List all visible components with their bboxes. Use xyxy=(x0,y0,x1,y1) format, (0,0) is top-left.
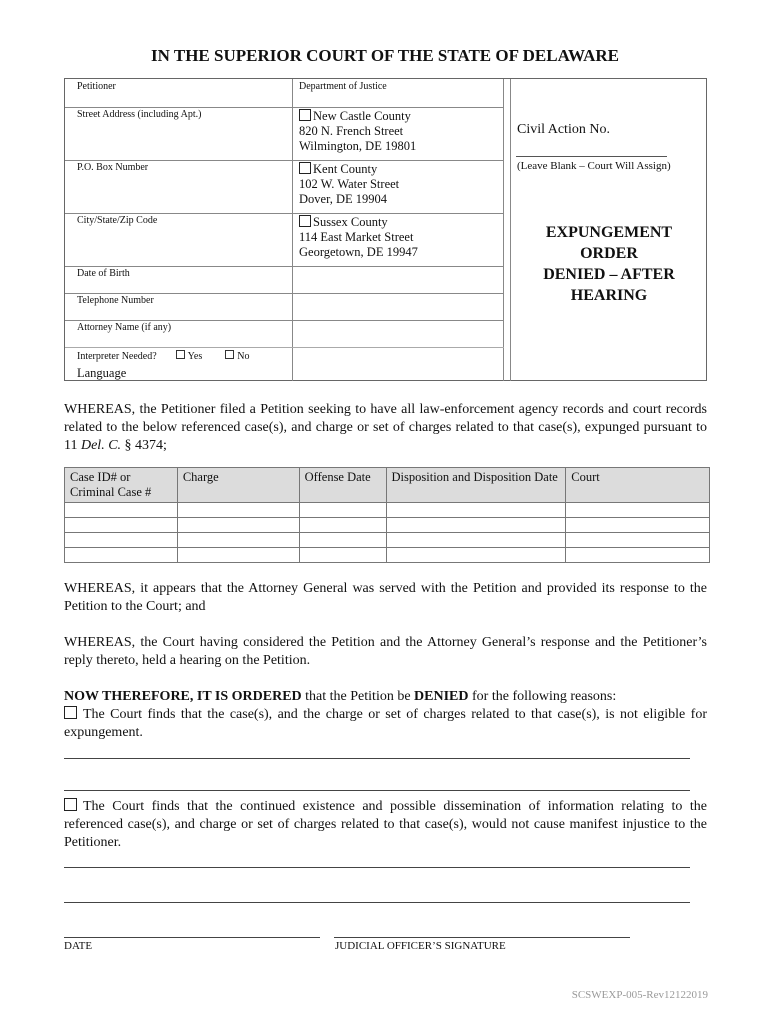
sussex-checkbox[interactable] xyxy=(299,215,311,227)
order-paragraph: NOW THEREFORE, IT IS ORDERED that the Petition be DENIED for the following reasons: The Court finds that the case(s), and the charge or set of charges related to that case(s), is not eligible for expungement. xyxy=(64,689,707,740)
disposition-header: Disposition and Disposition Date xyxy=(386,468,566,503)
interpreter-no-checkbox[interactable] xyxy=(225,350,234,359)
whereas-hearing-paragraph: WHEREAS, the Court having considered the Petition and the Attorney General’s response and the Petitioner’s reply thereto, held a hearing on the Petition. xyxy=(64,635,707,668)
language-label: Language xyxy=(77,366,127,380)
date-label: DATE xyxy=(64,940,93,952)
street-address-label: Street Address (including Apt.) xyxy=(77,109,202,120)
court-header: Court xyxy=(566,468,710,503)
leave-blank-note: (Leave Blank – Court Will Assign) xyxy=(517,160,671,172)
whereas-petition-paragraph: WHEREAS, the Petitioner filed a Petition seeking to have all law-enforcement agency records and court records related to the below referenced case(s), and charge or set of charges related to that case(s), expunged pursuant to 11 Del. C. § 4374; xyxy=(64,402,707,453)
offense-date-header: Offense Date xyxy=(299,468,386,503)
yes-label: Yes xyxy=(187,351,203,362)
table-row xyxy=(65,533,710,548)
attorney-name-label: Attorney Name (if any) xyxy=(77,322,172,333)
reason-no-injustice-text: The Court finds that the continued existence and possible dissemination of information relating to the referenced case(s), and charge or set of charges related to that case(s), would not cause manifest injustice to the Petitioner. xyxy=(64,799,707,850)
po-box-label: P.O. Box Number xyxy=(77,162,149,173)
kent-address: Kent County 102 W. Water Street Dover, DE 19904 xyxy=(299,162,400,206)
interpreter-yes-checkbox[interactable] xyxy=(176,350,185,359)
date-of-birth-label: Date of Birth xyxy=(77,268,130,279)
case-table-header xyxy=(65,468,710,503)
reason2-line-1[interactable] xyxy=(64,867,690,868)
new-castle-address: New Castle County 820 N. French Street Wilmington, DE 19801 xyxy=(299,109,417,153)
signature-line[interactable] xyxy=(334,937,630,938)
case-table xyxy=(64,467,710,563)
city-state-zip-label: City/State/Zip Code xyxy=(77,215,158,226)
reason-not-eligible-text: The Court finds that the case(s), and the charge or set of charges related to that case(s), is not eligible for expungement. xyxy=(64,707,707,740)
sussex-address: Sussex County 114 East Market Street Georgetown, DE 19947 xyxy=(299,215,418,259)
charge-header: Charge xyxy=(177,468,299,503)
reason-no-injustice xyxy=(64,798,707,852)
table-row xyxy=(65,548,710,563)
telephone-label: Telephone Number xyxy=(77,295,154,306)
reason1-line-2[interactable] xyxy=(64,790,690,791)
table-row xyxy=(65,503,710,518)
interpreter-row xyxy=(77,350,249,362)
department-label: Department of Justice xyxy=(299,81,387,92)
reason-not-eligible-checkbox[interactable] xyxy=(64,706,77,719)
civil-action-label: Civil Action No. xyxy=(517,122,610,137)
interpreter-label: Interpreter Needed? xyxy=(77,351,157,362)
date-line[interactable] xyxy=(64,937,320,938)
form-number: SCSWEXP-005-Rev12122019 xyxy=(571,989,708,1001)
order-title: EXPUNGEMENT ORDER DENIED – AFTER HEARING xyxy=(543,224,675,304)
judicial-signature-label: JUDICIAL OFFICER’S SIGNATURE xyxy=(335,940,506,952)
reason-no-injustice-checkbox[interactable] xyxy=(64,798,77,811)
new-castle-checkbox[interactable] xyxy=(299,109,311,121)
kent-checkbox[interactable] xyxy=(299,162,311,174)
whereas-attorney-general-paragraph: WHEREAS, it appears that the Attorney General was served with the Petition and provided its response to the Petition to the Court; and xyxy=(64,581,707,614)
civil-action-line xyxy=(516,156,667,157)
page-title: IN THE SUPERIOR COURT OF THE STATE OF DELAWARE xyxy=(151,46,619,65)
case-id-header: Case ID# or Criminal Case # xyxy=(65,468,178,503)
petitioner-label: Petitioner xyxy=(77,81,116,92)
reason2-line-2[interactable] xyxy=(64,902,690,903)
table-row xyxy=(65,518,710,533)
no-label: No xyxy=(237,351,250,362)
reason1-line-1[interactable] xyxy=(64,758,690,759)
